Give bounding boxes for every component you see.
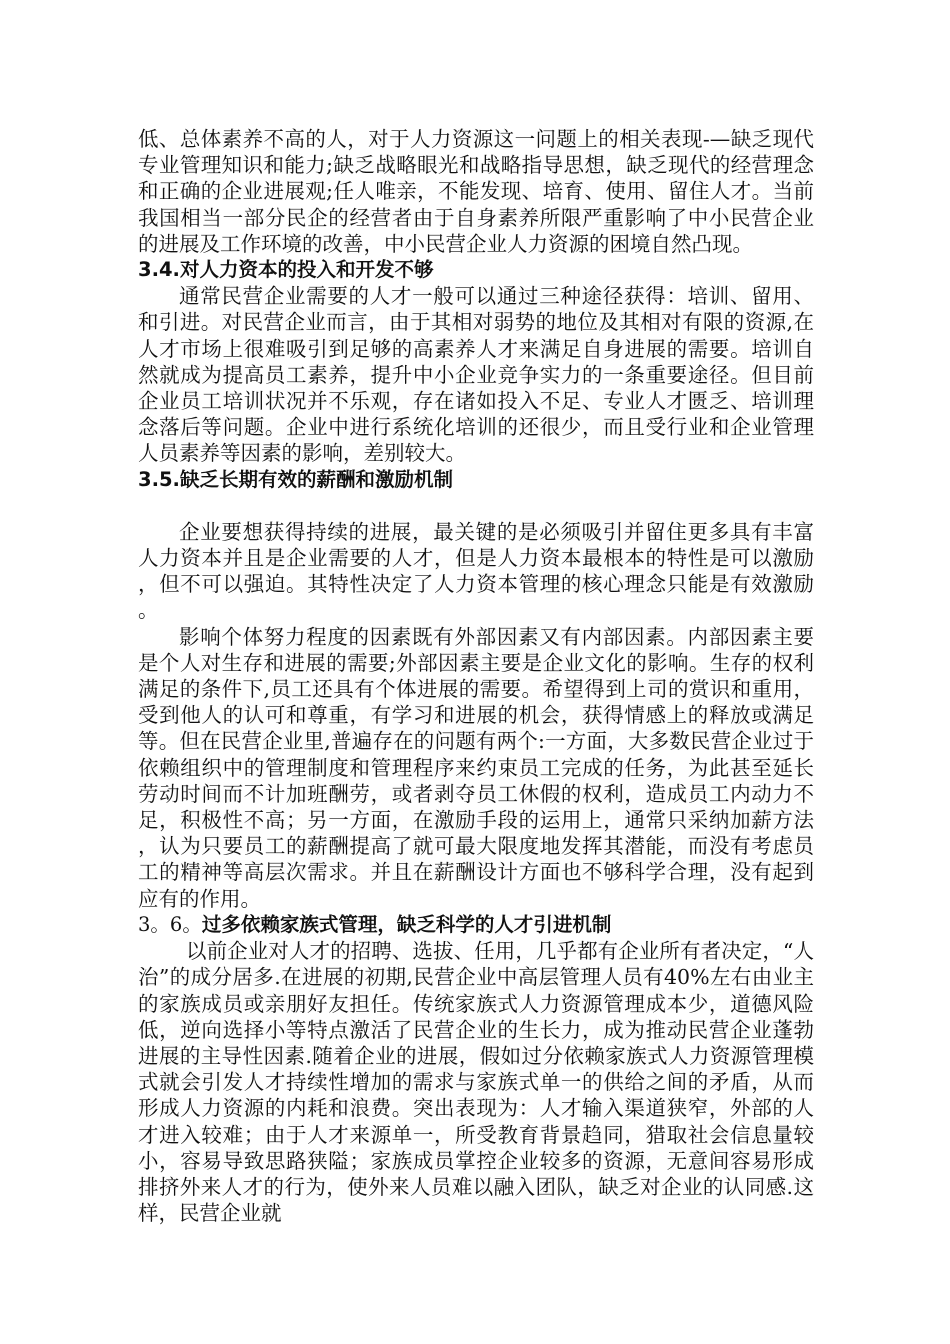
section-number-3-6: 3。6。 — [138, 912, 202, 936]
paragraph-3-4: 通常民营企业需要的人才一般可以通过三种途径获得：培训、留用、和引进。对民营企业而言，由于其相对弱势的地位及其相对有限的资源,在人才市场上很难吸引到足够的高素养人才来满足自身进展的需要。培训自然就成为提高员工素养，提升中小企业竞争实力的一条重要途径。但目前企业员工培训状况并不乐观，存在诸如投入不足、专业人才匮乏、培训理念落后等问题。企业中进行系统化培训的还很少，而且受行业和企业管理人员素养等因素的影响，差别较大。 — [138, 284, 814, 466]
paragraph-3-5-a: 企业要想获得持续的进展，最关键的是必须吸引并留住更多具有丰富人力资本并且是企业需要的人才，但是人力资本最根本的特性是可以激励，但不可以强迫。其特性决定了人力资本管理的核心理念只能是有效激励。 — [138, 519, 814, 623]
paragraph-intro: 低、总体素养不高的人，对于人力资源这一问题上的相关表现-—缺乏现代专业管理知识和能力;缺乏战略眼光和战略指导思想，缺乏现代的经营理念和正确的企业进展观;任人唯亲，不能发现、培育、使用、留住人才。当前我国相当一部分民企的经营者由于自身素养所限严重影响了中小民营企业的进展及工作环境的改善，中小民营企业人力资源的困境自然凸现。 — [138, 127, 814, 256]
section-title-3-6: 过多依赖家族式管理，缺乏科学的人才引进机制 — [201, 912, 612, 936]
section-heading-3-6 — [138, 912, 814, 938]
document-page — [138, 126, 814, 1226]
section-heading-3-4: 3.4.对人力资本的投入和开发不够 — [138, 258, 434, 282]
blank-line — [138, 493, 814, 519]
paragraph-3-5-b: 影响个体努力程度的因素既有外部因素又有内部因素。内部因素主要是个人对生存和进展的需要;外部因素主要是企业文化的影响。生存的权利满足的条件下,员工还具有个体进展的需要。希望得到上司的赏识和重用，受到他人的认可和尊重，有学习和进展的机会，获得情感上的释放或满足等。但在民营企业里,普遍存在的问题有两个:一方面，大多数民营企业过于依赖组织中的管理制度和管理程序来约束员工完成的任务，为此甚至延长劳动时间而不计加班酬劳，或者剥夺员工休假的权利，造成员工内动力不足，积极性不高；另一方面，在激励手段的运用上，通常只采纳加薪方法，认为只要员工的薪酬提高了就可最大限度地发挥其潜能，而没有考虑员工的精神等高层次需求。并且在薪酬设计方面也不够科学合理，没有起到应有的作用。 — [138, 624, 814, 911]
paragraph-3-6: 以前企业对人才的招聘、选拔、任用，几乎都有企业所有者决定，“人治”的成分居多.在进展的初期,民营企业中高层管理人员有40%左右由业主的家族成员或亲朋好友担任。传统家族式人力资源管理成本少，道德风险低，逆向选择小等特点激活了民营企业的生长力，成为推动民营企业蓬勃进展的主导性因素.随着企业的进展，假如过分依赖家族式人力资源管理模式就会引发人才持续性增加的需求与家族式单一的供给之间的矛盾，从而形成人力资源的内耗和浪费。突出表现为：人才输入渠道狭窄，外部的人才进入较难；由于人才来源单一，所受教育背景趋同，猎取社会信息量较小，容易导致思路狭隘；家族成员掌控企业较多的资源，无意间容易形成排挤外来人才的行为，使外来人员难以融入团队，缺乏对企业的认同感.这样，民营企业就 — [138, 939, 814, 1226]
section-heading-3-5: 3.5.缺乏长期有效的薪酬和激励机制 — [138, 467, 453, 491]
